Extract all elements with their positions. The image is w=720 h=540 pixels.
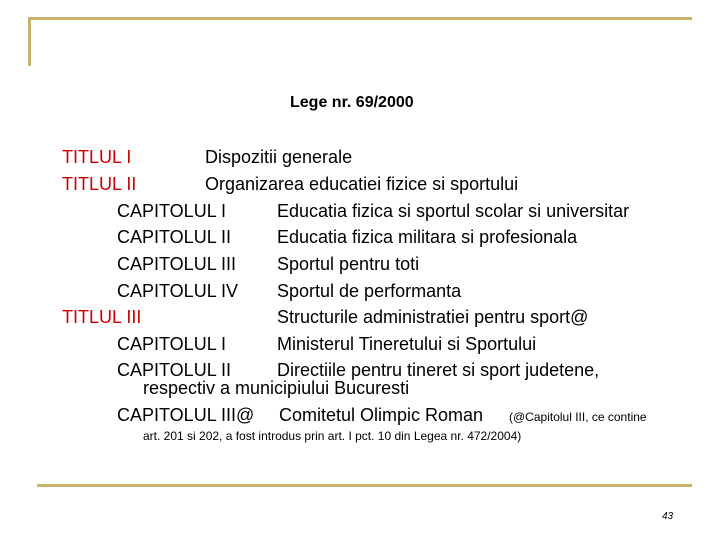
left-decorative-line bbox=[28, 17, 31, 66]
t3-cap-3-note-line2: art. 201 si 202, a fost introdus prin art. I pct. 10 din Legea nr. 472/2004) bbox=[143, 429, 522, 443]
t3-cap-3-note: (@Capitolul III, ce contine bbox=[509, 410, 647, 424]
t2-cap-4-text: Sportul de performanta bbox=[277, 281, 462, 301]
page-number: 43 bbox=[662, 511, 674, 522]
t2-cap-2-label: CAPITOLUL II bbox=[117, 227, 232, 247]
t3-cap-2-label: CAPITOLUL II bbox=[117, 360, 232, 380]
t2-cap-3-label: CAPITOLUL III bbox=[117, 254, 237, 274]
t2-cap-1-text: Educatia fizica si sportul scolar si universitar bbox=[277, 201, 630, 221]
titlul-3-text: Structurile administratiei pentru sport@ bbox=[277, 307, 589, 327]
titlul-2-text: Organizarea educatiei fizice si sportului bbox=[205, 174, 519, 194]
t3-cap-2-text: Directiile pentru tineret si sport judetene, bbox=[277, 360, 600, 380]
t3-cap-3-text: Comitetul Olimpic Roman bbox=[279, 405, 484, 425]
t3-cap-2-continuation: respectiv a municipiului Bucuresti bbox=[143, 378, 410, 398]
t3-cap-1-label: CAPITOLUL I bbox=[117, 334, 227, 354]
titlul-1-label: TITLUL I bbox=[62, 147, 132, 167]
law-title: Lege nr. 69/2000 bbox=[290, 94, 414, 111]
t3-cap-3-label: CAPITOLUL III@ bbox=[117, 405, 255, 425]
titlul-3-label: TITLUL III bbox=[62, 307, 142, 327]
titlul-1-text: Dispozitii generale bbox=[205, 147, 353, 167]
top-decorative-line bbox=[28, 17, 692, 20]
t2-cap-1-label: CAPITOLUL I bbox=[117, 201, 227, 221]
t2-cap-2-text: Educatia fizica militara si profesionala bbox=[277, 227, 578, 247]
t3-cap-1-text: Ministerul Tineretului si Sportului bbox=[277, 334, 537, 354]
titlul-2-label: TITLUL II bbox=[62, 174, 137, 194]
bottom-decorative-line bbox=[37, 484, 692, 487]
t2-cap-3-text: Sportul pentru toti bbox=[277, 254, 420, 274]
t2-cap-4-label: CAPITOLUL IV bbox=[117, 281, 239, 301]
